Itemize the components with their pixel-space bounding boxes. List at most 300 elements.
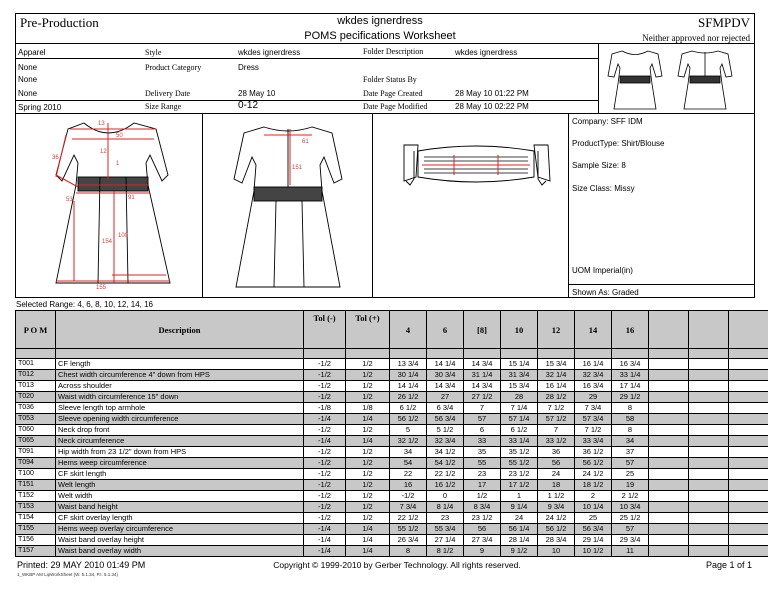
tol-minus: -1/4 <box>304 524 346 535</box>
size-value: 56 1/2 <box>575 458 612 469</box>
pom-description: Welt width <box>56 491 304 502</box>
tol-plus: 1/2 <box>346 480 390 491</box>
back-sketch <box>204 115 370 297</box>
size-value: 30 1/4 <box>390 370 427 381</box>
size-value: 2 1/2 <box>612 491 649 502</box>
size-value: 28 1/2 <box>538 392 575 403</box>
table-row <box>16 491 768 502</box>
size-value: 29 1/4 <box>575 535 612 546</box>
size-value: 7 <box>538 425 575 436</box>
size-value: 8 <box>612 403 649 414</box>
empty-cell <box>689 524 729 535</box>
size-value: 6 3/4 <box>427 403 464 414</box>
tol-plus: 1/4 <box>346 524 390 535</box>
uom: UOM Imperial(in) <box>572 266 633 275</box>
size-value: 17 1/2 <box>501 480 538 491</box>
delivery-value: 28 May 10 <box>238 89 276 98</box>
pom-code: T154 <box>16 513 56 524</box>
empty-cell <box>689 370 729 381</box>
style-label: Style <box>145 48 162 57</box>
size-value: 33 1/2 <box>538 436 575 447</box>
size-value: 16 <box>390 480 427 491</box>
pom-code: T153 <box>16 502 56 513</box>
empty-cell <box>689 447 729 458</box>
size-value: 32 1/2 <box>390 436 427 447</box>
measure-label: 154 <box>102 239 113 245</box>
size-value: 22 1/2 <box>390 513 427 524</box>
size-value: 57 1/4 <box>501 414 538 425</box>
empty-cell <box>689 546 729 557</box>
size-value: 14 3/4 <box>427 381 464 392</box>
size-value: 15 1/4 <box>501 359 538 370</box>
spec-table-body <box>16 349 768 557</box>
size-header: [8] <box>464 311 501 349</box>
empty-cell <box>729 436 768 447</box>
tol-minus: -1/2 <box>304 502 346 513</box>
table-row <box>16 425 768 436</box>
tol-plus-header: Tol (+) <box>346 311 390 349</box>
empty-cell <box>649 447 689 458</box>
pom-description: Waist width circumference 15" down <box>56 392 304 403</box>
size-value: 5 1/2 <box>427 425 464 436</box>
size-value: 25 <box>575 513 612 524</box>
size-value: 31 3/4 <box>501 370 538 381</box>
size-header: 16 <box>612 311 649 349</box>
tol-minus: -1/2 <box>304 491 346 502</box>
specs-divider <box>568 284 755 285</box>
empty-cell <box>689 359 729 370</box>
size-value: 26 1/2 <box>390 392 427 403</box>
info-field: None <box>18 75 38 84</box>
tol-plus: 1/2 <box>346 502 390 513</box>
size-header: 10 <box>501 311 538 349</box>
size-value: 35 <box>464 447 501 458</box>
size-value: 1 <box>501 491 538 502</box>
pom-code: T053 <box>16 414 56 425</box>
empty-cell <box>649 414 689 425</box>
size-value: 57 <box>464 414 501 425</box>
size-value: 16 1/4 <box>538 381 575 392</box>
size-value: 58 <box>612 414 649 425</box>
tol-minus: -1/2 <box>304 480 346 491</box>
empty-cell <box>729 381 768 392</box>
tol-minus: -1/2 <box>304 447 346 458</box>
size-value: 7 3/4 <box>390 502 427 513</box>
folder-status-label: Folder Status By <box>363 75 417 84</box>
size-value: 10 <box>538 546 575 557</box>
table-row <box>16 535 768 546</box>
empty-header <box>649 311 689 349</box>
front-sketch <box>16 115 202 297</box>
size-value: 55 1/2 <box>390 524 427 535</box>
size-header: 4 <box>390 311 427 349</box>
product-type: ProductType: Shirt/Blouse <box>572 139 665 148</box>
empty-cell <box>729 546 768 557</box>
size-value: 8 1/2 <box>427 546 464 557</box>
pom-description: Hems weep overlay circumference <box>56 524 304 535</box>
size-value: 2 <box>575 491 612 502</box>
info-season: Spring 2010 <box>18 103 62 112</box>
size-value: 10 3/4 <box>612 502 649 513</box>
tol-minus: -1/2 <box>304 425 346 436</box>
size-value: 14 1/4 <box>427 359 464 370</box>
size-value: 36 <box>538 447 575 458</box>
size-value: 7 1/2 <box>538 403 575 414</box>
size-value: 9 <box>464 546 501 557</box>
tol-plus: 1/2 <box>346 392 390 403</box>
size-value: 34 <box>612 436 649 447</box>
tol-plus: 1/2 <box>346 359 390 370</box>
info-divider <box>15 58 598 59</box>
size-value: 22 1/2 <box>427 469 464 480</box>
table-row <box>16 414 768 425</box>
size-value: 56 1/4 <box>501 524 538 535</box>
empty-cell <box>649 425 689 436</box>
pom-code: T151 <box>16 480 56 491</box>
size-value: 37 <box>612 447 649 458</box>
empty-cell <box>649 524 689 535</box>
size-value: 1/2 <box>464 491 501 502</box>
pom-description: CF skirt length <box>56 469 304 480</box>
size-value: 34 1/2 <box>427 447 464 458</box>
size-value: 22 <box>390 469 427 480</box>
tol-minus: -1/4 <box>304 535 346 546</box>
size-value: 25 <box>612 469 649 480</box>
empty-cell <box>649 359 689 370</box>
size-value: 54 <box>390 458 427 469</box>
size-value: 56 <box>538 458 575 469</box>
pom-code: T012 <box>16 370 56 381</box>
size-value: 24 <box>501 513 538 524</box>
pom-code: T060 <box>16 425 56 436</box>
pom-description: Waist band overlay width <box>56 546 304 557</box>
pom-description: Chest width circumference 4" down from HPS <box>56 370 304 381</box>
table-row <box>16 513 768 524</box>
tol-minus: -1/4 <box>304 436 346 447</box>
size-value: 57 1/2 <box>538 414 575 425</box>
stage-label: Pre-Production <box>20 15 99 30</box>
empty-cell <box>729 359 768 370</box>
measure-label: 36 <box>52 155 59 161</box>
tol-minus: -1/2 <box>304 513 346 524</box>
size-value: 55 1/2 <box>501 458 538 469</box>
tol-minus: -1/2 <box>304 458 346 469</box>
size-value: 56 1/2 <box>538 524 575 535</box>
spacer-row <box>16 349 768 359</box>
pom-code: T036 <box>16 403 56 414</box>
size-header: 6 <box>427 311 464 349</box>
empty-cell <box>649 469 689 480</box>
empty-cell <box>689 491 729 502</box>
size-value: 36 1/2 <box>575 447 612 458</box>
category-value: Dress <box>238 63 259 72</box>
pom-code: T091 <box>16 447 56 458</box>
measure-label: 50 <box>116 133 123 139</box>
empty-cell <box>729 469 768 480</box>
size-value: 28 1/4 <box>501 535 538 546</box>
measure-label: 151 <box>292 165 303 171</box>
empty-cell <box>689 414 729 425</box>
empty-header <box>729 311 768 349</box>
pom-code: T157 <box>16 546 56 557</box>
table-header-row <box>16 311 768 349</box>
style-value: wkdes ignerdress <box>238 48 301 57</box>
size-value: 57 <box>612 524 649 535</box>
size-value: 7 1/2 <box>575 425 612 436</box>
size-value: 34 <box>390 447 427 458</box>
tol-plus: 1/4 <box>346 414 390 425</box>
pom-description: CF skirt overlay length <box>56 513 304 524</box>
size-value: 5 <box>390 425 427 436</box>
empty-cell <box>689 392 729 403</box>
empty-cell <box>649 535 689 546</box>
pom-description: Welt length <box>56 480 304 491</box>
empty-cell <box>689 480 729 491</box>
table-row <box>16 436 768 447</box>
size-value: -1/2 <box>390 491 427 502</box>
pom-description: Neck drop front <box>56 425 304 436</box>
tol-plus: 1/4 <box>346 436 390 447</box>
size-value: 8 1/4 <box>427 502 464 513</box>
size-value: 15 3/4 <box>538 359 575 370</box>
detail-sketch <box>374 115 566 297</box>
table-row <box>16 403 768 414</box>
size-value: 17 <box>464 480 501 491</box>
empty-cell <box>729 535 768 546</box>
info-divider <box>598 44 599 114</box>
empty-cell <box>729 502 768 513</box>
size-value: 29 <box>575 392 612 403</box>
pom-code: T152 <box>16 491 56 502</box>
pom-code: T065 <box>16 436 56 447</box>
size-value: 14 3/4 <box>464 381 501 392</box>
info-division: Apparel <box>18 48 46 57</box>
empty-cell <box>689 403 729 414</box>
tol-minus: -1/2 <box>304 469 346 480</box>
size-header: 14 <box>575 311 612 349</box>
empty-cell <box>689 513 729 524</box>
pom-code: T001 <box>16 359 56 370</box>
info-field: None <box>18 63 38 72</box>
size-value: 32 3/4 <box>427 436 464 447</box>
empty-cell <box>689 425 729 436</box>
size-value: 32 1/4 <box>538 370 575 381</box>
tol-minus: -1/4 <box>304 546 346 557</box>
size-value: 19 <box>612 480 649 491</box>
size-value: 23 <box>464 469 501 480</box>
size-range-label: Size Range <box>145 102 182 111</box>
size-value: 11 <box>612 546 649 557</box>
table-row <box>16 469 768 480</box>
info-divider <box>15 100 598 101</box>
empty-cell <box>689 381 729 392</box>
size-value: 27 3/4 <box>464 535 501 546</box>
size-value: 8 <box>612 425 649 436</box>
empty-cell <box>729 425 768 436</box>
size-value: 7 <box>464 403 501 414</box>
size-value: 17 1/4 <box>612 381 649 392</box>
size-value: 33 1/4 <box>501 436 538 447</box>
tol-minus: -1/2 <box>304 392 346 403</box>
size-value: 14 1/4 <box>390 381 427 392</box>
empty-cell <box>729 392 768 403</box>
description-header: Description <box>56 311 304 349</box>
sketch-divider <box>568 114 569 298</box>
sample-size: Sample Size: 8 <box>572 161 626 170</box>
table-row <box>16 524 768 535</box>
tol-minus: -1/2 <box>304 359 346 370</box>
size-value: 6 1/2 <box>501 425 538 436</box>
size-value: 56 1/2 <box>390 414 427 425</box>
size-range-value: 0-12 <box>238 100 259 111</box>
size-value: 28 <box>501 392 538 403</box>
empty-cell <box>729 480 768 491</box>
size-value: 56 3/4 <box>575 524 612 535</box>
pom-code: T020 <box>16 392 56 403</box>
worksheet-title: POMS pecifications Worksheet <box>304 30 456 42</box>
empty-cell <box>689 469 729 480</box>
size-value: 33 <box>464 436 501 447</box>
pom-description: Hems weep circumference <box>56 458 304 469</box>
size-value: 8 3/4 <box>464 502 501 513</box>
measure-label: 12 <box>100 149 107 155</box>
empty-cell <box>649 392 689 403</box>
measure-label: 53 <box>66 197 73 203</box>
page-number: Page 1 of 1 <box>705 560 752 570</box>
measure-lines <box>56 123 170 283</box>
empty-cell <box>729 458 768 469</box>
size-value: 10 1/4 <box>575 502 612 513</box>
size-value: 7 1/4 <box>501 403 538 414</box>
size-value: 16 3/4 <box>612 359 649 370</box>
pom-description: Sleeve opening width circumference <box>56 414 304 425</box>
size-value: 8 <box>390 546 427 557</box>
size-value: 29 1/2 <box>612 392 649 403</box>
measure-label: 61 <box>302 139 309 145</box>
size-value: 27 1/2 <box>464 392 501 403</box>
folder-desc-label: Folder Description <box>363 47 424 56</box>
size-value: 27 <box>427 392 464 403</box>
size-value: 56 <box>464 524 501 535</box>
tol-minus: -1/2 <box>304 381 346 392</box>
size-value: 32 3/4 <box>575 370 612 381</box>
empty-cell <box>729 524 768 535</box>
empty-header <box>689 311 729 349</box>
company-info: Company: SFF IDM <box>572 117 643 126</box>
empty-cell <box>689 458 729 469</box>
empty-cell <box>689 502 729 513</box>
tol-plus: 1/2 <box>346 370 390 381</box>
copyright: Copyright © 1999-2010 by Gerber Technology. All rights reserved. <box>273 560 521 570</box>
empty-cell <box>649 458 689 469</box>
size-value: 13 3/4 <box>390 359 427 370</box>
tol-plus: 1/2 <box>346 381 390 392</box>
size-value: 29 3/4 <box>612 535 649 546</box>
size-value: 23 1/2 <box>464 513 501 524</box>
measure-label: 155 <box>96 285 107 291</box>
size-value: 54 1/2 <box>427 458 464 469</box>
tol-minus: -1/2 <box>304 370 346 381</box>
size-value: 16 1/4 <box>575 359 612 370</box>
pom-header: P O M <box>16 311 56 349</box>
empty-cell <box>689 436 729 447</box>
shown-as: Shown As: Graded <box>572 288 639 297</box>
table-row <box>16 480 768 491</box>
size-value: 7 3/4 <box>575 403 612 414</box>
tol-plus: 1/2 <box>346 458 390 469</box>
measure-label: 100 <box>118 233 129 239</box>
table-row <box>16 370 768 381</box>
empty-cell <box>729 513 768 524</box>
tol-plus: 1/8 <box>346 403 390 414</box>
size-value: 9 3/4 <box>538 502 575 513</box>
pom-code: T100 <box>16 469 56 480</box>
size-value: 30 3/4 <box>427 370 464 381</box>
pom-description: Neck circumference <box>56 436 304 447</box>
table-row <box>16 381 768 392</box>
tol-plus: 1/2 <box>346 447 390 458</box>
tol-plus: 1/2 <box>346 491 390 502</box>
empty-cell <box>649 403 689 414</box>
measure-label: 1 <box>116 161 120 167</box>
date-modified-value: 28 May 10 02:22 PM <box>455 102 529 111</box>
thumbnail-back <box>678 51 732 109</box>
pom-code: T156 <box>16 535 56 546</box>
size-value: 23 <box>427 513 464 524</box>
table-row <box>16 392 768 403</box>
size-value: 31 1/4 <box>464 370 501 381</box>
empty-cell <box>729 447 768 458</box>
category-label: Product Category <box>145 63 202 72</box>
size-value: 18 <box>538 480 575 491</box>
sketch-divider <box>202 114 203 298</box>
size-value: 10 1/2 <box>575 546 612 557</box>
delivery-label: Delivery Date <box>145 89 191 98</box>
size-value: 9 1/4 <box>501 502 538 513</box>
table-row <box>16 458 768 469</box>
measure-lines <box>422 155 530 175</box>
pom-description: Waist band height <box>56 502 304 513</box>
thumbnail-front <box>608 51 662 109</box>
empty-cell <box>649 381 689 392</box>
pom-description: Waist band overlay height <box>56 535 304 546</box>
size-value: 57 <box>612 458 649 469</box>
thumbnail-sketches <box>600 46 750 112</box>
size-value: 6 1/2 <box>390 403 427 414</box>
size-value: 15 3/4 <box>501 381 538 392</box>
size-value: 16 1/2 <box>427 480 464 491</box>
table-row <box>16 447 768 458</box>
pom-description: CF length <box>56 359 304 370</box>
tol-plus: 1/4 <box>346 535 390 546</box>
tol-minus-header: Tol (-) <box>304 311 346 349</box>
printed-date: Printed: 29 MAY 2010 01:49 PM <box>17 560 146 570</box>
size-value: 0 <box>427 491 464 502</box>
empty-cell <box>649 491 689 502</box>
empty-cell <box>729 414 768 425</box>
tol-plus: 1/2 <box>346 425 390 436</box>
size-value: 6 <box>464 425 501 436</box>
size-value: 35 1/2 <box>501 447 538 458</box>
info-field: None <box>18 89 38 98</box>
empty-cell <box>729 370 768 381</box>
size-value: 55 3/4 <box>427 524 464 535</box>
tol-plus: 1/2 <box>346 469 390 480</box>
empty-cell <box>689 535 729 546</box>
pom-description: Sleeve length top armhole <box>56 403 304 414</box>
selected-range: Selected Range: 4, 6, 8, 10, 12, 14, 16 <box>16 300 153 309</box>
empty-cell <box>729 403 768 414</box>
